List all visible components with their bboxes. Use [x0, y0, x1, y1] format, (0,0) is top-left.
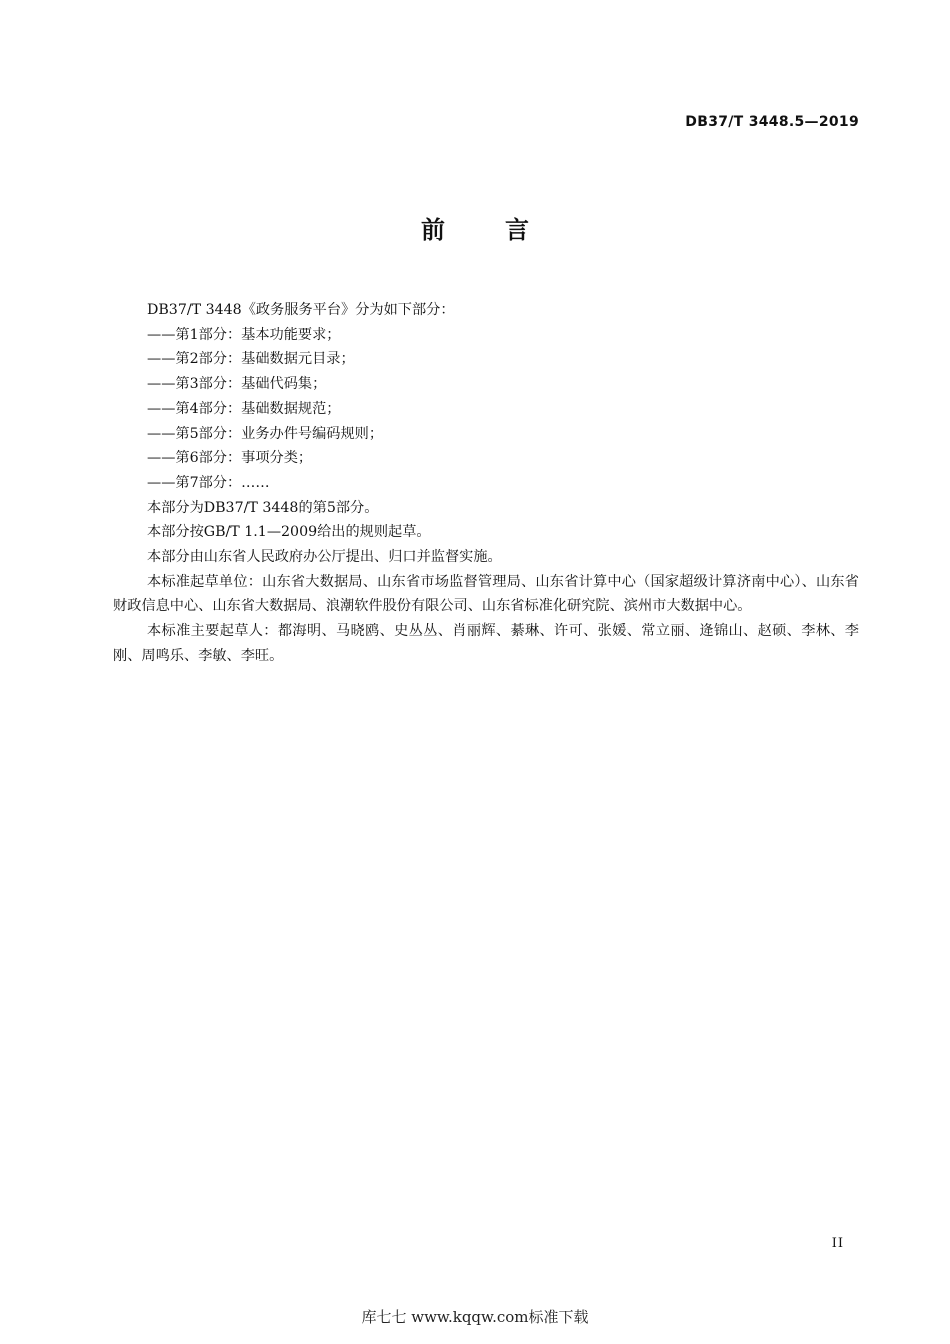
footer-watermark: 库七七 www.kqqw.com标准下载	[361, 1308, 589, 1326]
foreword-body	[113, 298, 859, 669]
page-title: 前言	[421, 216, 589, 244]
list-item-part-2: ——第2部分：基础数据元目录；	[147, 351, 355, 368]
list-item-part-7: ——第7部分：……	[147, 474, 270, 491]
paragraph-drafters: 本标准主要起草人：都海明、马晓鸥、史丛丛、肖丽辉、綦琳、许可、张媛、常立丽、逄锦山、赵硕、李林、李刚、周鸣乐、李敏、李旺。	[113, 623, 859, 664]
paragraph-this-part: 本部分为DB37/T 3448的第5部分。	[147, 499, 379, 516]
paragraph-proposer: 本部分由山东省人民政府办公厅提出、归口并监督实施。	[147, 549, 502, 566]
list-item-part-6: ——第6部分：事项分类；	[147, 450, 313, 467]
list-item-part-5: ——第5部分：业务办件号编码规则；	[147, 425, 384, 442]
page-number: II	[831, 1236, 844, 1251]
paragraph-parts-intro: DB37/T 3448《政务服务平台》分为如下部分：	[147, 302, 455, 318]
paragraph-drafting-units: 本标准起草单位：山东省大数据局、山东省市场监督管理局、山东省计算中心（国家超级计算济南中心）、山东省财政信息中心、山东省大数据局、浪潮软件股份有限公司、山东省标准化研究院、滨州市大数据中心。	[113, 573, 859, 615]
list-item-part-3: ——第3部分：基础代码集；	[147, 376, 327, 393]
document-code: DB37/T 3448.5—2019	[685, 114, 859, 130]
list-item-part-4: ——第4部分：基础数据规范；	[147, 400, 341, 417]
list-item-part-1: ——第1部分：基本功能要求；	[147, 326, 341, 343]
paragraph-drafting-rules: 本部分按GB/T 1.1—2009给出的规则起草。	[147, 524, 431, 541]
